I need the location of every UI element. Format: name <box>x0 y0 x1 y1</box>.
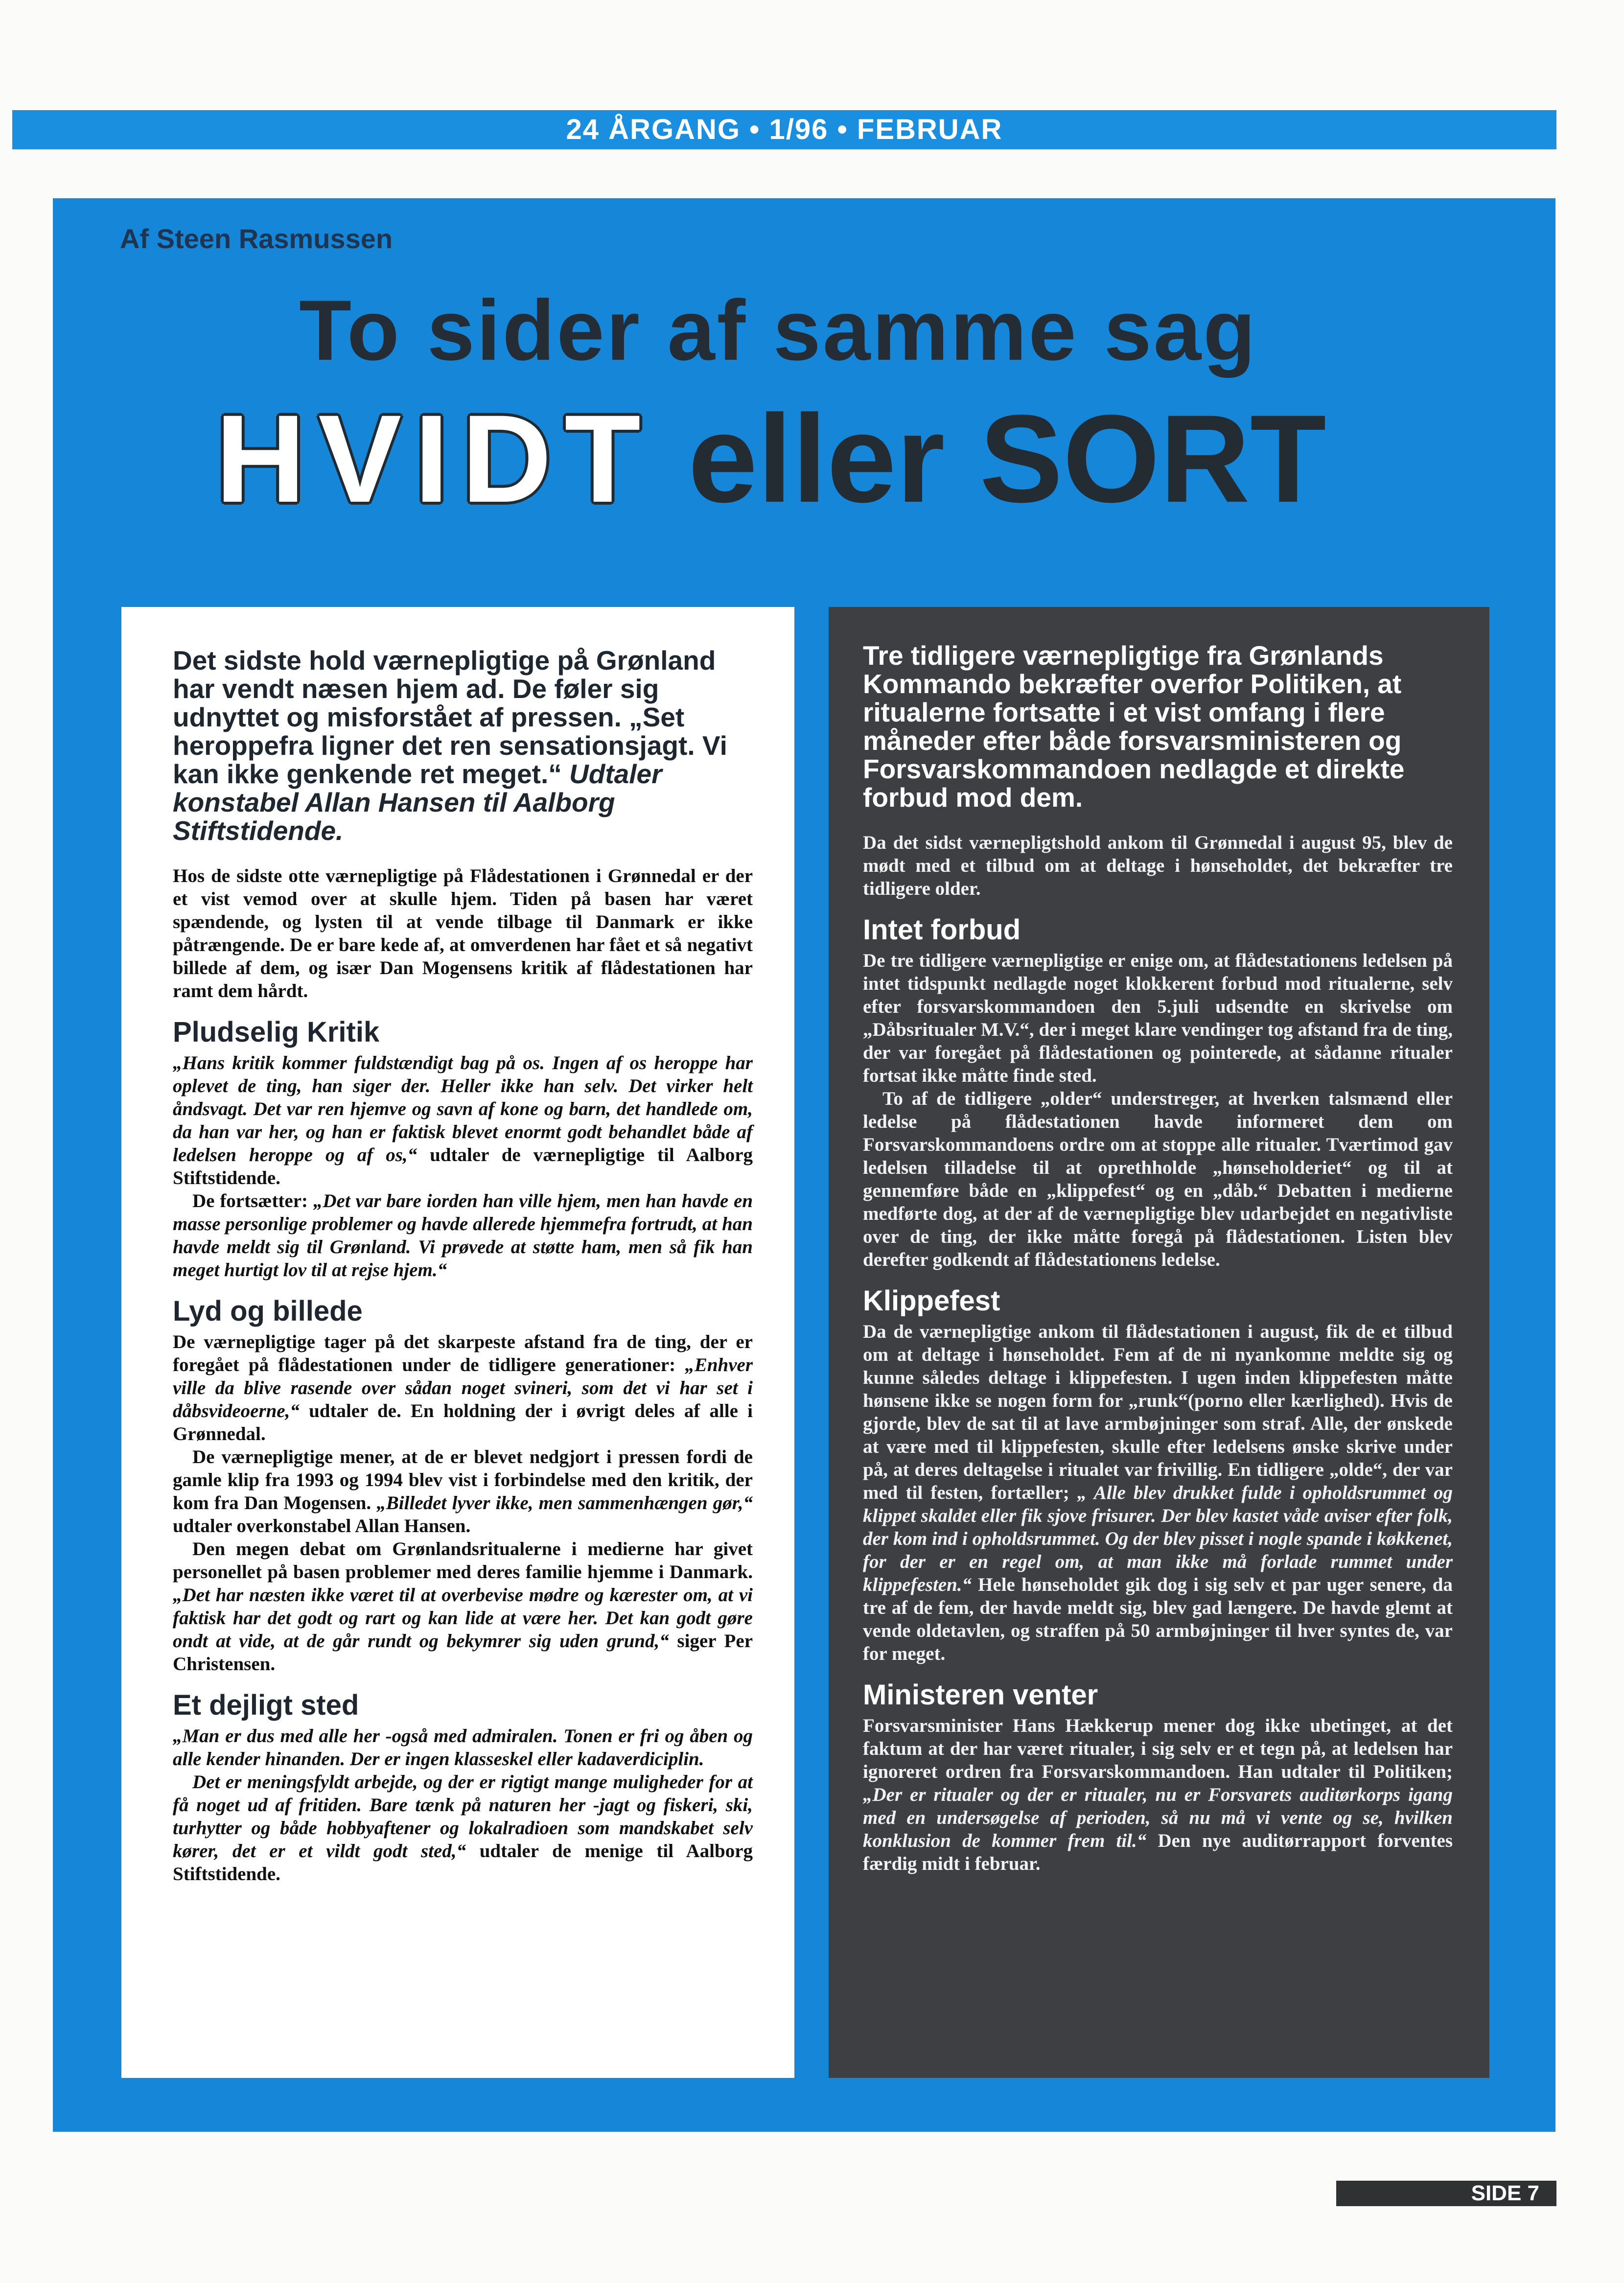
headline-top: To sider af samme sag <box>299 283 1257 378</box>
left-intro: Hos de sidste otte værnepligtige på Flådestationen i Grønnedal er der et vist vemod over at skulle hjem. Tiden på basen har været spændende, og lysten til at vende tilbage til Danmark er ikke påtrængende. De er bare kede af, at omverdenen har fået et så negativt billede af dem, og især Dan Mogensens kritik af flådestationen har ramt dem hårdt. <box>173 865 753 1002</box>
byline: Af Steen Rasmussen <box>120 223 393 254</box>
headline-white-word: HVIDT <box>215 389 653 529</box>
right-intro: Da det sidst værnepligtshold ankom til Grønnedal i august 95, blev de mødt med et tilbud om at deltage i hønseholdet, det bekræfter tre tidligere older. <box>863 832 1453 899</box>
issue-banner: 24 ÅRGANG • 1/96 • FEBRUAR <box>12 110 1556 149</box>
left-subheading-2: Lyd og billede <box>173 1295 363 1327</box>
right-paragraph: Forsvarsminister Hans Hækkerup mener dog ikke ubetinget, at det faktum at der har været ritualer, i sig selv er et tegn på, at ledelsen har ignoreret ordren fra Forsvarskommandoen. Han udtaler til Politiken; „Der er ritualer og der er ritualer, nu er Forsvarets auditørkorps igang med en undersøgelse af perioden, så nu må vi vente og se, hvilken konklusion de kommer frem til.“ Den nye auditørrapport forventes færdig midt i februar. <box>863 1715 1453 1874</box>
right-column <box>829 607 1489 2078</box>
left-paragraph: De fortsætter: „Det var bare iorden han ville hjem, men han havde en masse personlige problemer og havde allerede hjemmefra fortrudt, at han havde meldt sig til Grønland. Vi prøvede at støtte ham, men så fik han meget hurtigt lov til at rejse hjem.“ <box>173 1190 753 1281</box>
headline-dark-words: eller SORT <box>688 389 1326 529</box>
left-subheading-1: Pludselig Kritik <box>173 1016 380 1048</box>
left-paragraph: „Hans kritik kommer fuldstændigt bag på os. Ingen af os heroppe har oplevet de ting, han siger der. Heller ikke han selv. Det virker helt åndsvagt. Det var ren hjemve og savn af kone og barn, det handlede om, da han var her, og han er faktisk blevet enormt godt behandlet både af ledelsen heroppe og af os,“ udtaler de værnepligtige til Aalborg Stiftstidende. <box>173 1052 753 1188</box>
right-paragraph: To af de tidligere „older“ understreger, at hverken talsmænd eller ledelse på flådestationen havde informeret dem om Forsvarskommandoens ordre om at stoppe alle ritualer. Tværtimod gav ledelsen tilladelse til at oprethholde „hønseholderiet“ og til at gennemføre både en „klippefest“ og en „dåb.“ Debatten i medierne medførte dog, at der af de værnepligtige blev udarbejdet en negativliste over de ting, der ikke måtte foregå på flådestationen. Listen blev derefter godkendt af flådestationens ledelse. <box>863 1088 1453 1270</box>
right-subheading-1: Intet forbud <box>863 914 1021 946</box>
left-column <box>121 607 794 2078</box>
right-lead: Tre tidligere værnepligtige fra Grønlands Kommando bekræfter overfor Politiken, at ritualerne fortsatte i et vist omfang i flere måneder efter både forsvarsministeren og Forsvarskommandoen nedlagde et direkte forbud mod dem. <box>863 640 1405 813</box>
left-subheading-3: Et dejligt sted <box>173 1689 359 1721</box>
right-subheading-2: Klippefest <box>863 1285 1000 1317</box>
right-paragraph: De tre tidligere værnepligtige er enige om, at flådestationens ledelsen på intet tidspunkt nedlagde noget klokkerent forbud mod ritualerne, selv efter forsvarskommandoen den 5.juli udsendte en skrivelse om „Dåbsritualer M.V.“, der i meget klare vendinger tog afstand fra de ting, der var foregået på flådestationen og pointerede, at sådanne ritualer fortsat ikke måtte finde sted. <box>863 950 1453 1086</box>
left-paragraph: Det er meningsfyldt arbejde, og der er rigtigt mange muligheder for at få noget ud af fritiden. Bare tænk på naturen her -jagt og fiskeri, ski, turhytter og både hobbyaftener og lokalradioen som mandskabet selv kører, det er et vildt godt sted,“ udtaler de menige til Aalborg Stiftstidende. <box>173 1771 753 1885</box>
left-lead: Det sidste hold værnepligtige på Grønland har vendt næsen hjem ad. De føler sig udnyttet og misforstået af pressen. „Set heroppefra ligner det ren sensationsjagt. Vi kan ikke genkende ret meget.“ Udtaler konstabel Allan Hansen til Aalborg Stiftstidende. <box>173 645 727 846</box>
left-paragraph: „Man er dus med alle her -også med admiralen. Tonen er fri og åben og alle kender hinanden. Der er ingen klasseskel eller kadaverdiciplin. <box>173 1725 753 1770</box>
left-paragraph: De værnepligtige mener, at de er blevet nedgjort i pressen fordi de gamle klip fra 1993 og 1994 blev vist i forbindelse med den kritik, der kom fra Dan Mogensen. „Billedet lyver ikke, men sammenhængen gør,“ udtaler overkonstabel Allan Hansen. <box>173 1446 753 1537</box>
page-number: SIDE 7 <box>1336 2181 1556 2206</box>
right-subheading-3: Ministeren venter <box>863 1679 1098 1711</box>
headline-main <box>215 389 1326 529</box>
right-paragraph: Da de værnepligtige ankom til flådestationen i august, fik de et tilbud om at deltage i hønseholdet. Fem af de ni nyankomne meldte sig og kunne således deltage i klippefesten. I ugen inden klippefesten måtte hønsene ikke se nogen form for „runk“(porno eller kærlighed). Hvis de gjorde, blev de sat til at lave armbøjninger som straf. Alle, der ønskede at være med til klippefesten, skulle efter ledelsens ønske skrive under på, at deres deltagelse i ritualet var frivillig. En tidligere „olde“, der var med til festen, fortæller; „ Alle blev drukket fulde i opholdsrummet og klippet skaldet eller fik sjove frisurer. Der blev kastet våde aviser efter folk, der kom ind i opholdsrummet. Og der blev pisset i nogle spande i køkkenet, for der er en regel om, at man ikke må forlade rummet under klippefesten.“ Hele hønseholdet gik dog i sig selv et par uger senere, da tre af de fem, der havde meldt sig, blev gad længere. De havde glemt at vende oldetavlen, og straffen på 50 armbøjninger til hver syntes de, var for meget. <box>863 1321 1453 1664</box>
left-paragraph: Den megen debat om Grønlandsritualerne i medierne har givet personellet på basen problemer med deres familie hjemme i Danmark. „Det har næsten ikke været til at overbevise mødre og kærester om, at vi faktisk har det godt og rart og kan lide at være her. Det kan godt gøre ondt at vide, at de går rundt og bekymrer sig uden grund,“ siger Per Christensen. <box>173 1538 753 1675</box>
left-paragraph: De værnepligtige tager på det skarpeste afstand fra de ting, der er foregået på flådestationen under de tidligere generationer: „Enhver ville da blive rasende over sådan noget svineri, som det vi har set i dåbsvideoerne,“ udtaler de. En holdning der i øvrigt deles af alle i Grønnedal. <box>173 1331 753 1444</box>
